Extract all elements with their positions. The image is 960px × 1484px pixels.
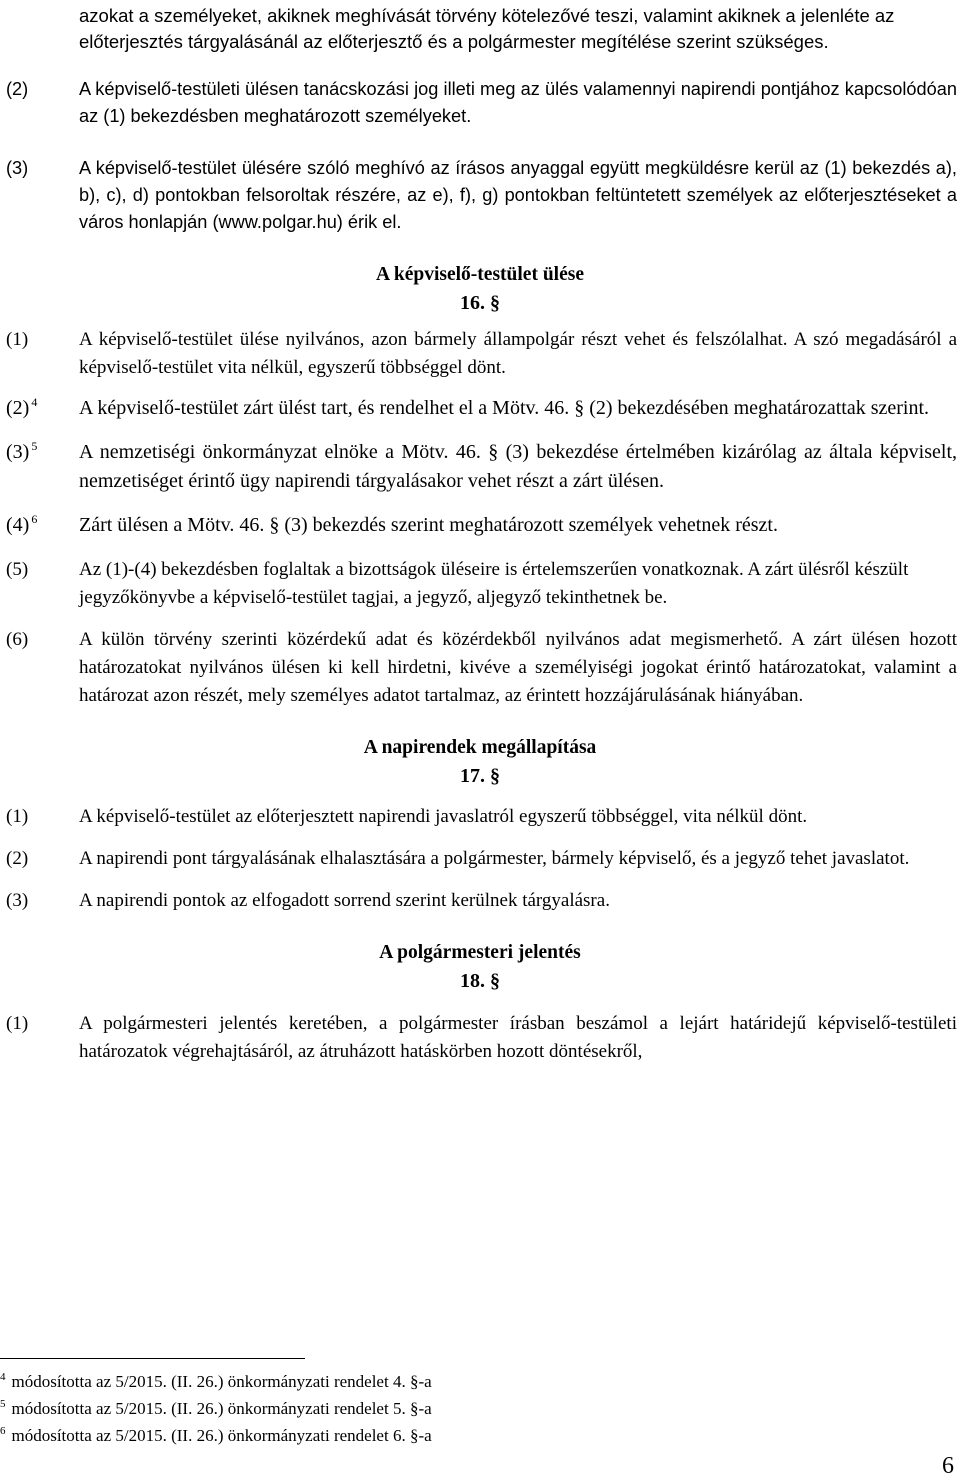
footnote-text: módosította az 5/2015. (II. 26.) önkormányzati rendelet 6. §-a	[11, 1426, 432, 1445]
section-17-title: A napirendek megállapítása	[363, 737, 597, 758]
footnote-reference[interactable]: 5	[31, 439, 38, 453]
paragraph-text: Zárt ülésen a Mötv. 46. § (3) bekezdés szerint meghatározott személyek vehetnek részt.	[79, 514, 778, 536]
section-18-title: A polgármesteri jelentés	[379, 942, 581, 963]
paragraph-number: (3)	[6, 158, 29, 178]
intro-paragraph	[79, 0, 957, 55]
paragraph-16-4	[6, 511, 960, 540]
paragraph-16-3	[6, 438, 960, 496]
paragraph-number	[6, 511, 79, 540]
paragraph-number	[6, 438, 79, 467]
paragraph-17-3	[6, 887, 960, 915]
paragraph-text: A képviselő-testület az előterjesztett napirendi javaslatról egyszerű többséggel, vita nélkül dönt.	[79, 806, 808, 827]
page-number: 6	[942, 1453, 954, 1479]
paragraph-text: A napirendi pont tárgyalásának elhalasztására a polgármester, bármely képviselő, és a jegyző tehet javaslatot.	[79, 848, 910, 869]
paragraph-text: A polgármesteri jelentés keretében, a polgármester írásban beszámol a lejárt határidejű képviselő-testületi határozatok végrehajtásáról, az átruházott hatáskörben hozott döntésekről,	[79, 1013, 957, 1062]
paragraph-number: (5)	[6, 559, 29, 580]
footnote-text: módosította az 5/2015. (II. 26.) önkormányzati rendelet 5. §-a	[11, 1399, 432, 1418]
paragraph-number-text: (4)	[6, 514, 30, 536]
footnote-item	[0, 1368, 700, 1395]
section-16-title: A képviselő-testület ülése	[376, 264, 584, 285]
section-18-number: 18. §	[460, 970, 500, 992]
footnote-mark: 5	[0, 1398, 6, 1410]
paragraph-text: A képviselő-testületi ülésen tanácskozási jog illeti meg az ülés valamennyi napirendi pontjához kapcsolódóan az (1) bekezdésben meghatározott személyeket.	[79, 79, 957, 126]
paragraph-text: A külön törvény szerinti közérdekű adat és közérdekből nyilvános adat megismerhető. A zárt ülésen hozott határozatokat nyilvános ülésen ki kell hirdetni, kivéve a személyiségi jogokat érintő határozatokat, valamint a határozat azon részét, mely személyes adatot tartalmaz, az érintett hozzájárulásának hiányában.	[79, 629, 957, 706]
paragraph-number: (3)	[6, 890, 29, 911]
paragraph-text: A képviselő-testület ülése nyilvános, azon bármely állampolgár részt vehet és felszólalhat. A szó megadásáról a képviselő-testület vita nélkül, egyszerű többséggel dönt.	[79, 329, 957, 378]
paragraph-number: (6)	[6, 629, 29, 650]
footnote-text: módosította az 5/2015. (II. 26.) önkormányzati rendelet 4. §-a	[11, 1372, 432, 1391]
paragraph-16-6	[6, 626, 960, 710]
intro-text: azokat a személyeket, akiknek meghívását törvény kötelezővé teszi, valamint akiknek a jelenléte az előterjesztés tárgyalásánál az előterjesztő és a polgármester megítélése szerint szükséges.	[79, 5, 895, 52]
paragraph-18-1	[6, 1010, 960, 1066]
footnote-mark: 6	[0, 1425, 6, 1437]
footnotes	[0, 1368, 700, 1449]
paragraph-text: A képviselő-testület zárt ülést tart, és rendelhet el a Mötv. 46. § (2) bekezdésében meghatározattak szerint.	[79, 397, 930, 419]
paragraph-text: A nemzetiségi önkormányzat elnöke a Mötv. 46. § (3) bekezdése értelmében kizárólag az általa képviselt, nemzetiséget érintő ügy napirendi tárgyalásakor vehet részt a zárt ülésen.	[79, 441, 957, 492]
paragraph-number	[6, 394, 79, 423]
footnote-separator	[0, 1358, 305, 1359]
paragraph-number: (1)	[6, 806, 29, 827]
paragraph-15-3	[6, 155, 960, 236]
paragraph-number: (1)	[6, 1013, 29, 1034]
footnote-item	[0, 1395, 700, 1422]
footnote-item	[0, 1422, 700, 1449]
paragraph-16-1	[6, 326, 960, 382]
footnote-reference[interactable]: 6	[31, 512, 38, 526]
paragraph-text: A képviselő-testület ülésére szóló meghívó az írásos anyaggal együtt megküldésre kerül az (1) bekezdés a), b), c), d) pontokban felsoroltak részére, az e), f), g) pontokban feltüntetett személyek az előterjesztéseket a város honlapján (www.polgar.hu) érik el.	[79, 158, 957, 232]
paragraph-number-text: (3)	[6, 441, 30, 463]
footnote-reference[interactable]: 4	[31, 395, 38, 409]
section-16-number: 16. §	[460, 292, 500, 314]
section-17-number: 17. §	[460, 765, 500, 787]
paragraph-15-2	[6, 76, 960, 130]
footnote-mark: 4	[0, 1371, 6, 1383]
paragraph-number-text: (2)	[6, 397, 30, 419]
paragraph-number: (1)	[6, 329, 29, 350]
paragraph-text: A napirendi pontok az elfogadott sorrend szerint kerülnek tárgyalásra.	[79, 890, 610, 911]
paragraph-17-2	[6, 845, 960, 873]
paragraph-16-2	[6, 394, 960, 423]
paragraph-16-5	[6, 556, 960, 612]
paragraph-text: Az (1)-(4) bekezdésben foglaltak a bizottságok üléseire is értelemszerűen vonatkoznak. A zárt ülésről készült jegyzőkönyvbe a képviselő-testület tagjai, a jegyző, aljegyző tekinthetnek be.	[79, 559, 909, 608]
paragraph-number: (2)	[6, 848, 29, 869]
paragraph-number: (2)	[6, 79, 29, 99]
paragraph-17-1	[6, 803, 960, 831]
